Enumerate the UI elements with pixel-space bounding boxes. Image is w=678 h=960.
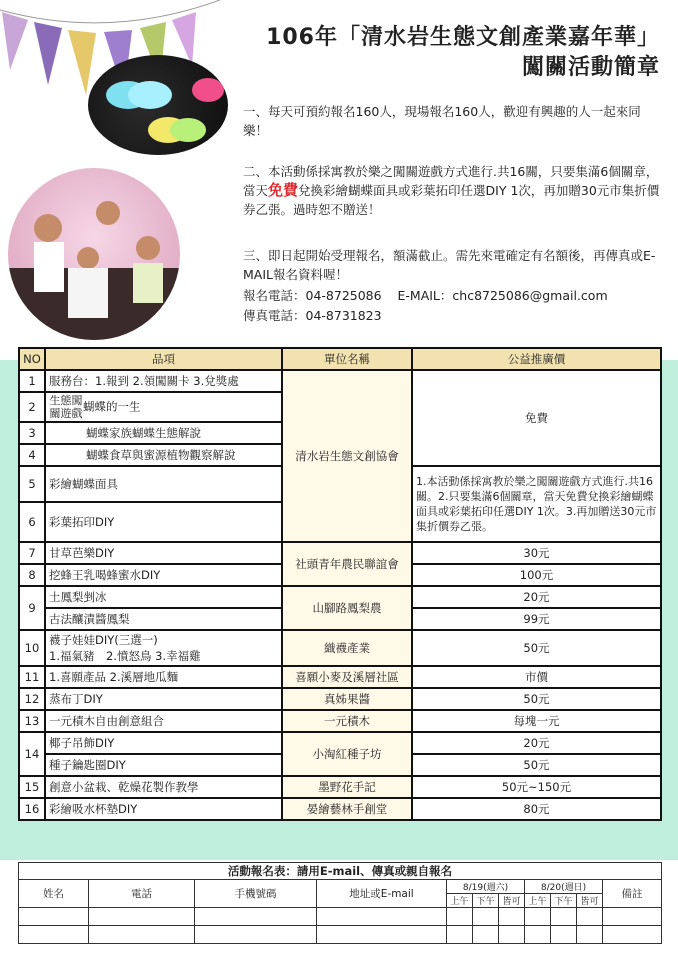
table-row: 2 生態闖關遊戲蝴蝶的一生 [19,392,661,422]
table-row: 15 創意小盆栽、乾燥花製作教學 墨野花手記 50元~150元 [19,776,661,798]
table-row: 8 挖蜂王乳喝蜂蜜水DIY 100元 [19,564,661,586]
registration-form: 活動報名表：請用E-mail、傳真或親自報名 姓名 電話 手機號碼 地址或E-mail 8/19(週六) 8/20(週日) 備註 上午 下午 皆可 上午 下午 皆可 [18,862,662,944]
contact-phone: 報名電話：04-8725086 E-MAIL：chc8725086@gmail.com [243,288,608,303]
table-row: 11 1.喜願產品 2.溪層地瓜麵 喜願小麥及溪層社區 市價 [19,666,661,688]
table-row: 13 一元積木自由創意組合 一元積木 每塊一元 [19,710,661,732]
table-row: 9 土鳳梨剉冰 山腳路鳳梨農 20元 [19,586,661,608]
table-row: 種子鑰匙圈DIY 50元 [19,754,661,776]
table-row: 1 服務台：1.報到 2.領闖關卡 3.兌獎處 清水岩生態文創協會 免費 [19,370,661,392]
contact-email: E-MAIL：chc8725086@gmail.com [397,288,608,303]
table-row: 6 彩葉拓印DIY [19,502,661,542]
info-paragraph-1: 一、每天可預約報名160人，現場報名160人，歡迎有興趣的人一起來同樂！ [243,104,641,138]
page-subtitle: 闖關活動簡章 [521,55,660,80]
table-row: 12 蒸布丁DIY 真姊果醬 50元 [19,688,661,710]
page-title: 106年「清水岩生態文創產業嘉年華」 [266,25,660,50]
table-row: 10 襪子娃娃DIY(三選一) 1.福氣豬 2.憤怒鳥 3.幸福雞 織襪產業 50元 [19,630,661,666]
free-highlight: 免費 [268,181,299,199]
family-photo [8,168,180,340]
table-row: 7 甘草芭樂DIY 社頭青年農民聯誼會 30元 [19,542,661,564]
table-row: 3 蝴蝶家族蝴蝶生態解說 [19,422,661,444]
activity-table [18,347,662,821]
butterfly-photo [88,55,228,155]
table-row: 5 彩繪蝴蝶面具 1.本活動係採寓教於樂之闖關遊戲方式進行.共16關。2.只要集滿6個關章，當天免費兌換彩繪蝴蝶面具或彩葉拓印任選DIY 1次。3.再加贈送30元市集折價券乙張。 [19,466,661,502]
info-paragraph-3: 三、即日起開始受理報名，額滿截止。需先來電確定有名額後，再傳真或E-MAIL報名資料喔！ [243,248,656,282]
form-blank-row[interactable] [19,926,662,944]
table-row: 14 椰子吊飾DIY 小淘紅種子坊 20元 [19,732,661,754]
table-row: 古法釀漬醬鳳梨 99元 [19,608,661,630]
form-title: 活動報名表：請用E-mail、傳真或親自報名 [19,863,662,880]
info-paragraph-2: 二、本活動係採寓教於樂之闖關遊戲方式進行.共16關，只要集滿6個關章，當天免費兌換彩繪蝴蝶面具或彩葉拓印任選DIY 1次，再加贈30元市集折價券乙張。過時恕不贈送！ [243,164,660,217]
table-header-row: NO 品項 單位名稱 公益推廣價 [19,348,661,370]
contact-fax: 傳真電話：04-8731823 [243,308,382,323]
form-blank-row[interactable] [19,908,662,926]
table-row: 4 蝴蝶食草與蜜源植物觀察解說 [19,444,661,466]
table-row: 16 彩繪吸水杯墊DIY 晏繪藝林手創堂 80元 [19,798,661,820]
